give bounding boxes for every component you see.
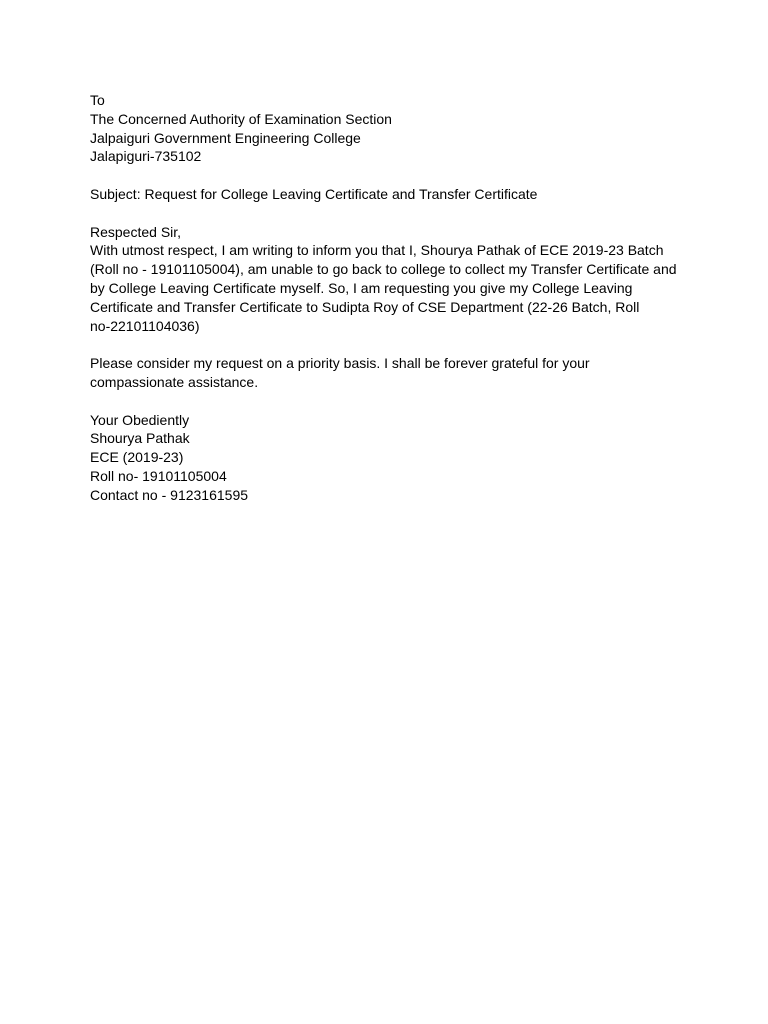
sender-name: Shourya Pathak (90, 430, 190, 447)
spacer (90, 392, 680, 411)
closing-paragraph (90, 354, 680, 392)
body-line: With utmost respect, I am writing to inform you that I, Shourya Pathak of ECE 2019-23 Batch (90, 242, 664, 259)
address-recipient: The Concerned Authority of Examination Section (90, 110, 392, 127)
closing-line: compassionate assistance. (90, 373, 259, 390)
salutation: Respected Sir, (90, 223, 182, 240)
sender-batch: ECE (2019-23) (90, 449, 184, 466)
address-to: To (90, 92, 105, 108)
address-institution: Jalpaiguri Government Engineering College (90, 129, 361, 146)
signoff: Your Obediently (90, 411, 190, 428)
recipient-address-block (90, 91, 680, 166)
address-location: Jalapiguri-735102 (90, 148, 202, 165)
spacer (90, 166, 680, 185)
body-line: (Roll no - 19101105004), am unable to go back to college to collect my Transfer Certificate and (90, 261, 677, 278)
letter (90, 91, 680, 505)
spacer (90, 204, 680, 223)
body-line: no-22101104036) (90, 317, 200, 334)
body-line: Certificate and Transfer Certificate to Sudipta Roy of CSE Department (22-26 Batch, Roll (90, 298, 640, 315)
signature-block (90, 411, 680, 505)
sender-contact: Contact no - 9123161595 (90, 486, 249, 503)
subject-line: Subject: Request for College Leaving Certificate and Transfer Certificate (90, 185, 538, 202)
body-paragraph (90, 241, 680, 335)
closing-line: Please consider my request on a priority basis. I shall be forever grateful for your (90, 355, 590, 372)
sender-roll: Roll no- 19101105004 (90, 467, 227, 484)
body-line: by College Leaving Certificate myself. So, I am requesting you give my College Leaving (90, 279, 633, 296)
spacer (90, 335, 680, 354)
